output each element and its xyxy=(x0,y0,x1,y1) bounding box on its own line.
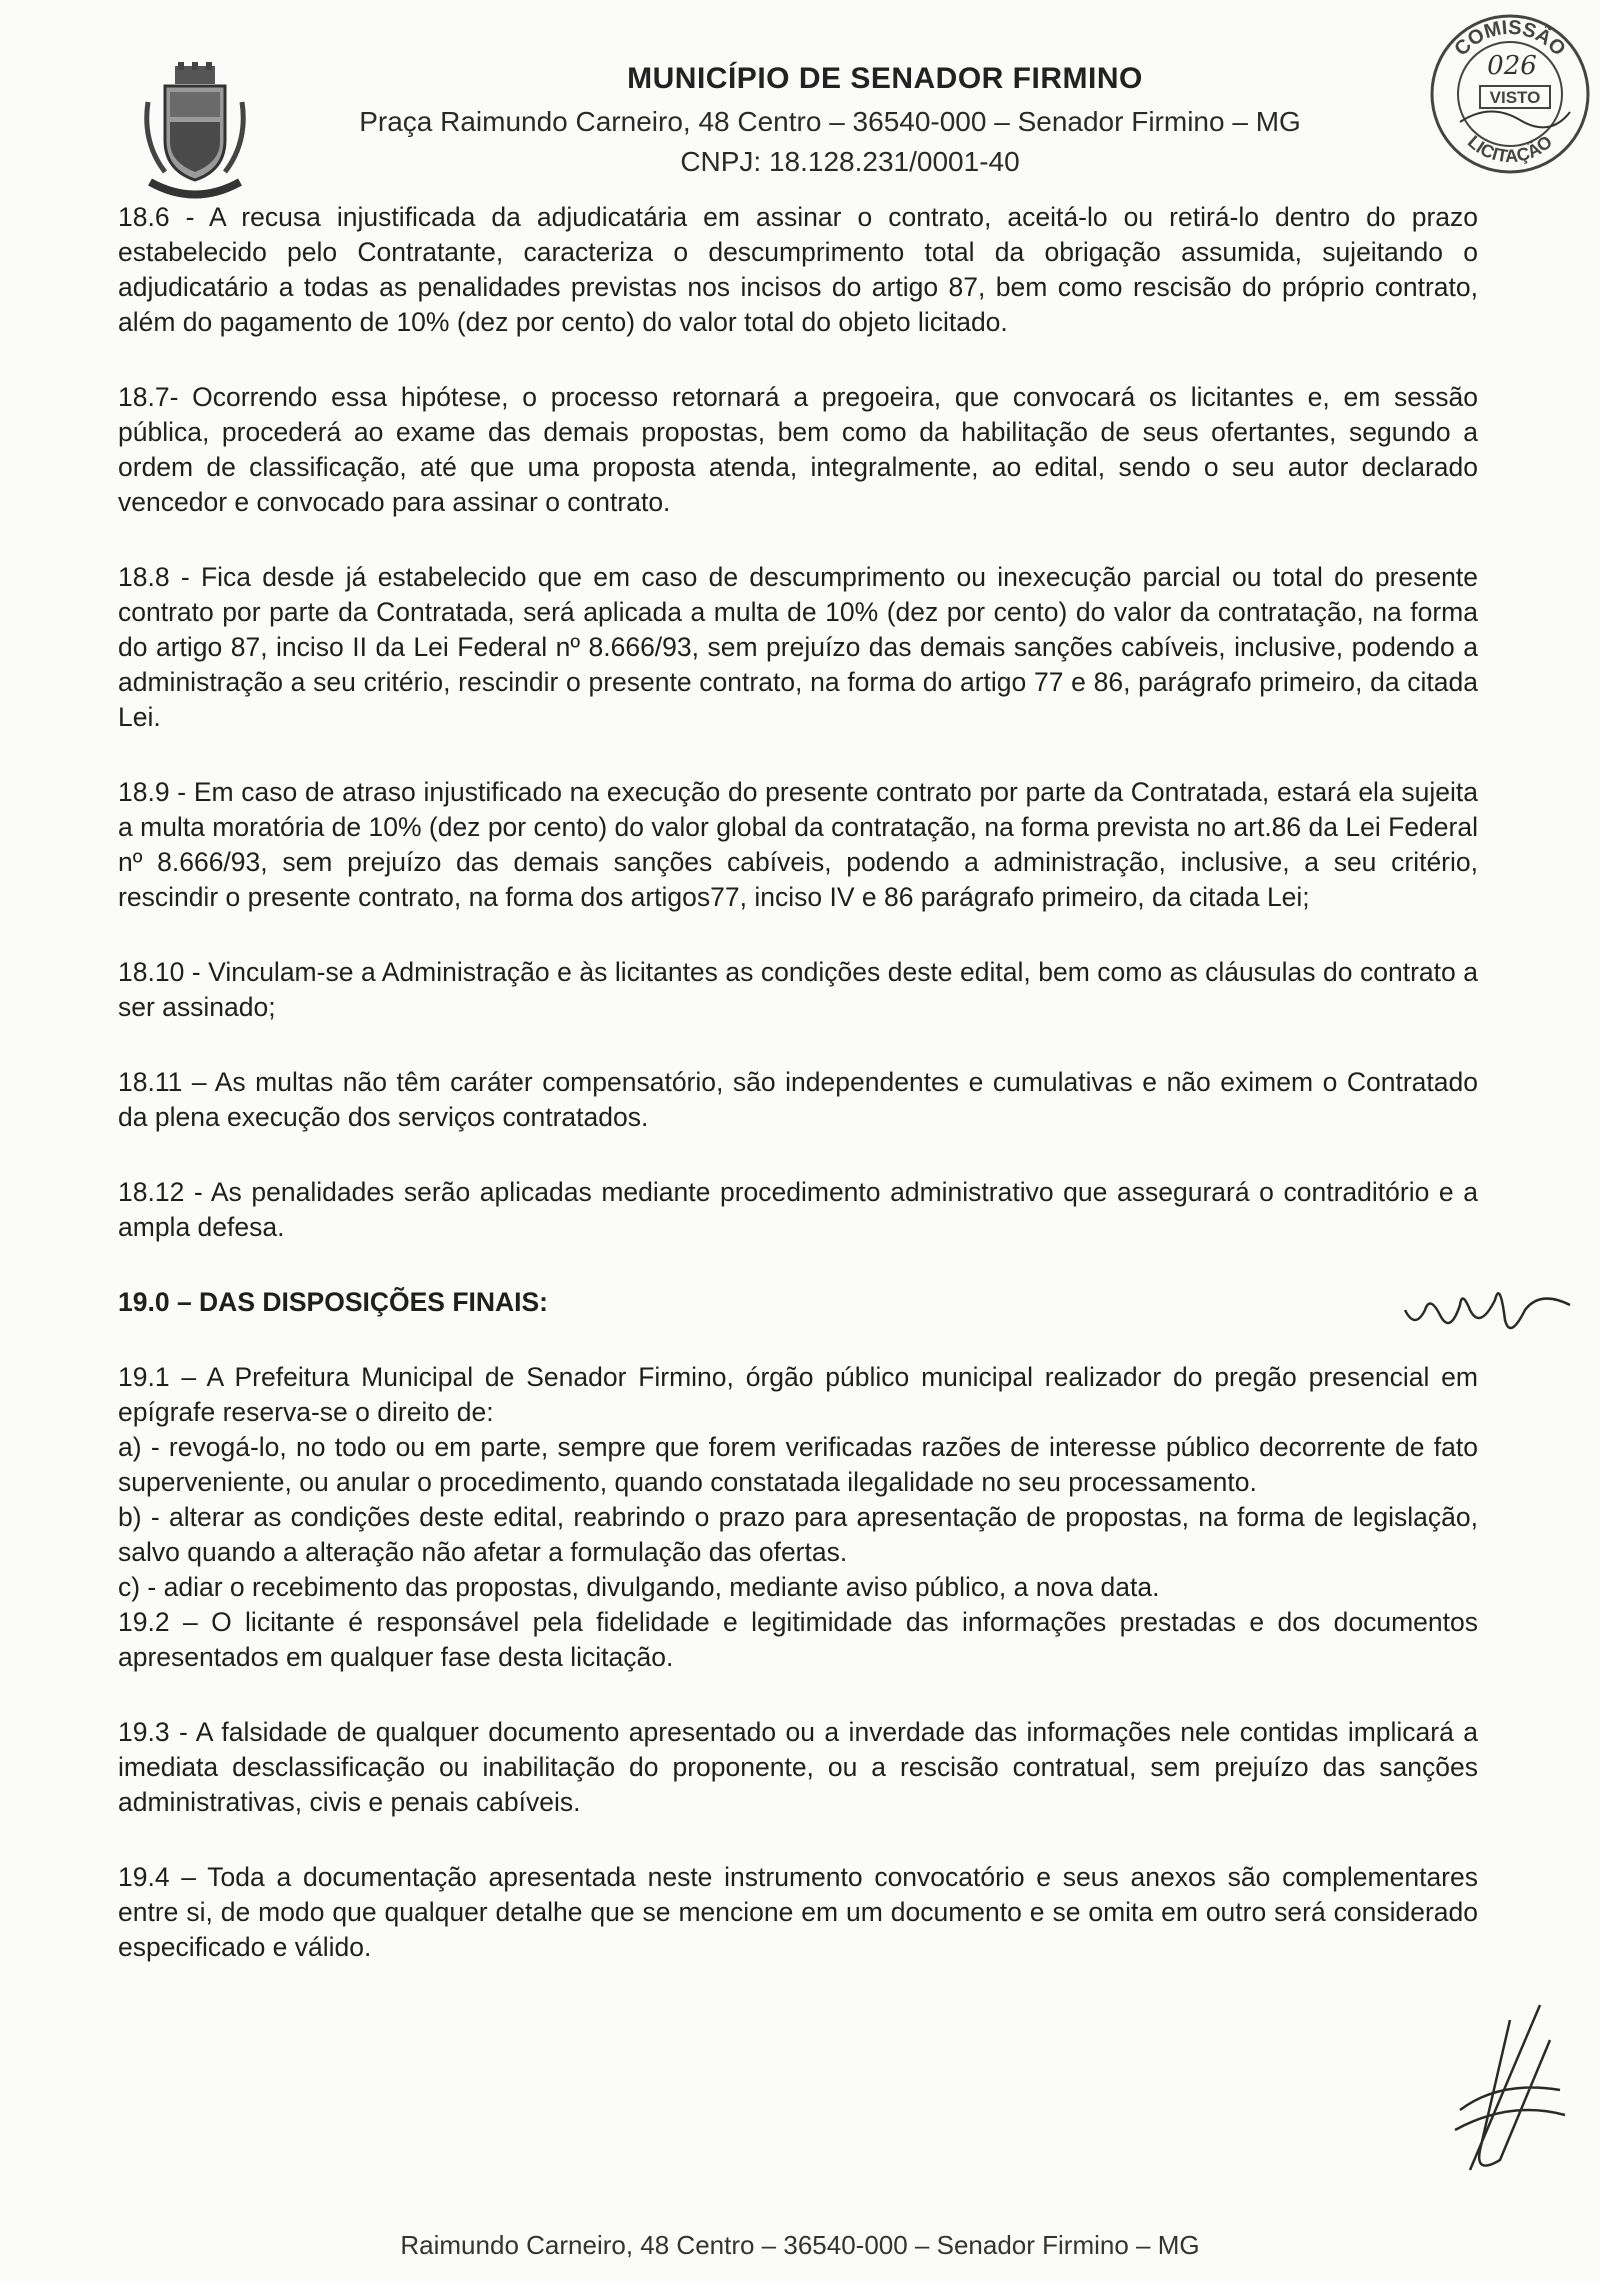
clause-18-8: 18.8 - Fica desde já estabelecido que em caso de descumprimento ou inexecução parcial ou total do presente contrato por parte da Contratada, será aplicada a multa de 10% (dez por cento) do valor da contratação, na forma do artigo 87, inciso II da Lei Federal nº 8.666/93, sem prejuízo das demais sanções cabíveis, inclusive, podendo a administração a seu critério, rescindir o presente contrato, na forma do artigo 77 e 86, parágrafo primeiro, da citada Lei. xyxy=(118,562,1478,732)
clause-18-6: 18.6 - A recusa injustificada da adjudicatária em assinar o contrato, aceitá-lo ou retirá-lo dentro do prazo estabelecido pelo Contratante, caracteriza o descumprimento total da obrigação assumida, sujeitando o adjudicatário a todas as penalidades previstas nos incisos do artigo 87, bem como rescisão do próprio contrato, além do pagamento de 10% (dez por cento) do valor total do objeto licitado. xyxy=(118,202,1478,337)
handwritten-initials xyxy=(1400,1270,1580,1350)
clause-18-11: 18.11 – As multas não têm caráter compensatório, são independentes e cumulativas e não eximem o Contratado da plena execução dos serviços contratados. xyxy=(118,1067,1478,1132)
clause-19-3: 19.3 - A falsidade de qualquer documento apresentado ou a inverdade das informações nele contidas implicará a imediata desclassificação ou inabilitação do proponente, ou a rescisão contratual, sem prejuízo das sanções administrativas, civis e penais cabíveis. xyxy=(118,1717,1478,1817)
clause-18-12: 18.12 - As penalidades serão aplicadas mediante procedimento administrativo que assegurará o contraditório e a ampla defesa. xyxy=(118,1177,1478,1242)
clause-19-1-b: b) - alterar as condições deste edital, reabrindo o prazo para apresentação de propostas, na forma de legislação, salvo quando a alteração não afetar a formulação das ofertas. xyxy=(118,1502,1478,1567)
section-title-19: 19.0 – DAS DISPOSIÇÕES FINAIS: xyxy=(118,1287,549,1317)
clause-19-2: 19.2 – O licitante é responsável pela fidelidade e legitimidade das informações prestadas e dos documentos apresentados em qualquer fase desta licitação. xyxy=(118,1607,1478,1672)
clause-18-7: 18.7- Ocorrendo essa hipótese, o processo retornará a pregoeira, que convocará os licitantes e, em sessão pública, procederá ao exame das demais propostas, bem como da habilitação de seus ofertantes, segundo a ordem de classificação, até que uma proposta atenda, integralmente, ao edital, sendo o seu autor declarado vencedor e convocado para assinar o contrato. xyxy=(118,382,1478,517)
clause-19-1 xyxy=(118,1360,1478,1605)
commission-stamp xyxy=(1420,2,1600,182)
document-body xyxy=(118,200,1478,2005)
clause-19-1-intro: 19.1 – A Prefeitura Municipal de Senador Firmino, órgão público municipal realizador do pregão presencial em epígrafe reserva-se o direito de: xyxy=(118,1362,1478,1427)
clause-19-1-a: a) - revogá-lo, no todo ou em parte, sempre que forem verificadas razões de interesse público decorrente de fato superveniente, ou anular o procedimento, quando constatada ilegalidade no seu processamento. xyxy=(118,1432,1478,1497)
svg-text:LICITAÇÃO xyxy=(1464,131,1556,166)
clause-18-9: 18.9 - Em caso de atraso injustificado na execução do presente contrato por parte da Contratada, estará ela sujeita a multa moratória de 10% (dez por cento) do valor global da contratação, na forma prevista no art.86 da Lei Federal nº 8.666/93, sem prejuízo das demais sanções cabíveis, podendo a administração, inclusive, a seu critério, rescindir o presente contrato, na forma dos artigos77, inciso IV e 86 parágrafo primeiro, da citada Lei; xyxy=(118,777,1478,912)
municipality-address: Praça Raimundo Carneiro, 48 Centro – 36540-000 – Senador Firmino – MG xyxy=(359,106,1301,137)
stamp-middle-text: VISTO xyxy=(1489,88,1541,107)
municipality-title: MUNICÍPIO DE SENADOR FIRMINO xyxy=(627,62,1143,95)
municipality-cnpj: CNPJ: 18.128.231/0001-40 xyxy=(680,146,1020,177)
clause-19-1-c: c) - adiar o recebimento das propostas, divulgando, mediante aviso público, a nova data. xyxy=(118,1572,1160,1602)
handwritten-signature xyxy=(1440,2000,1570,2190)
stamp-top-text: COMISSÃO xyxy=(1450,16,1570,61)
clause-19-4: 19.4 – Toda a documentação apresentada neste instrumento convocatório e seus anexos são complementares entre si, de modo que qualquer detalhe que se mencione em um documento e se omita em outro será considerado especificado e válido. xyxy=(118,1862,1478,1962)
page-footer: Raimundo Carneiro, 48 Centro – 36540-000 – Senador Firmino – MG xyxy=(400,2230,1200,2260)
clause-18-10: 18.10 - Vinculam-se a Administração e às licitantes as condições deste edital, bem como as cláusulas do contrato a ser assinado; xyxy=(118,957,1478,1022)
letterhead xyxy=(300,62,1360,178)
stamp-bottom-text: LICITAÇÃO xyxy=(1463,131,1557,167)
coat-of-arms-logo xyxy=(140,62,250,212)
stamp-number: 026 xyxy=(1487,51,1537,81)
